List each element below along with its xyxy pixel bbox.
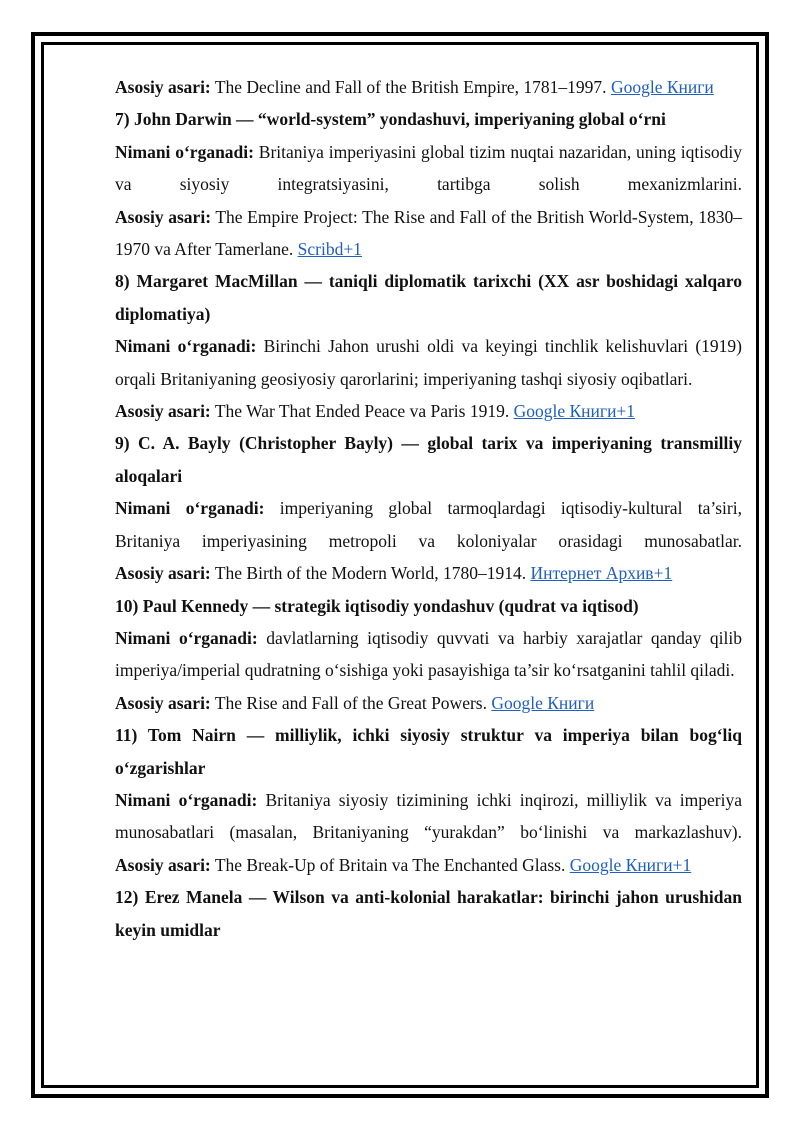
field-label: Nimani o‘rganadi: [115, 627, 258, 648]
field-text: Britaniya imperiyasini global tizim nuqtai nazaridan, uning iqtisodiy va siyosiy integratsiyasini, tartibga solish mexanizmlarini. [115, 141, 742, 195]
section-heading: 9) C. A. Bayly (Christopher Bayly) — global tarix va imperiyaning transmilliy aloqalari [115, 433, 742, 486]
paragraph [115, 395, 742, 427]
section-heading: 7) John Darwin — “world-system” yondashuvi, imperiyaning global o‘rni [115, 109, 666, 130]
document-body [115, 71, 742, 946]
paragraph [115, 687, 742, 719]
section-heading: 11) Tom Nairn — milliylik, ichki siyosiy struktur va imperiya bilan bog‘liq o‘zgarishlar [115, 725, 742, 778]
field-text: The War That Ended Peace va Paris 1919. [210, 401, 514, 422]
field-label: Nimani o‘rganadi: [115, 141, 254, 162]
section-heading: 8) Margaret MacMillan — taniqli diplomatik tarixchi (XX asr boshidagi xalqaro diplomatiya) [115, 271, 742, 324]
field-text: The Birth of the Modern World, 1780–1914. [210, 563, 531, 584]
field-text: The Empire Project: The Rise and Fall of the British World-System, 1830–1970 va After Tamerlane. [115, 206, 743, 260]
field-text: The Decline and Fall of the British Empire, 1781–1997. [210, 77, 611, 97]
paragraph [115, 330, 742, 395]
field-label: Asosiy asari: [115, 206, 212, 227]
field-label: Asosiy asari: [115, 77, 211, 97]
field-text: imperiyaning global tarmoqlardagi iqtisodiy-kultural ta’siri, Britaniya imperiyasining metropoli va koloniyalar orasidagi munosabatlar. [115, 498, 742, 551]
paragraph [115, 71, 742, 103]
source-link[interactable]: Google Книги+1 [513, 401, 636, 422]
field-text: The Rise and Fall of the Great Powers. [210, 692, 492, 713]
source-link[interactable]: Google Книги [491, 692, 595, 713]
paragraph [115, 849, 742, 881]
field-label: Nimani o‘rganadi: [115, 789, 258, 810]
section-heading: 10) Paul Kennedy — strategik iqtisodiy yondashuv (qudrat va iqtisod) [115, 595, 639, 616]
section-heading: 12) Erez Manela — Wilson va anti-kolonial harakatlar: birinchi jahon urushidan keyin umidlar [115, 887, 742, 940]
paragraph [115, 201, 742, 266]
paragraph [115, 136, 742, 201]
paragraph [115, 784, 742, 849]
field-text: Birinchi Jahon urushi oldi va keyingi tinchlik kelishuvlari (1919) orqali Britaniyaning geosiyosiy qarorlarini; imperiyaning tashqi siyosiy oqibatlari. [115, 336, 742, 389]
field-text: davlatlarning iqtisodiy quvvati va harbiy xarajatlar qanday qilib imperiya/imperial qudratning o‘sishiga yoki pasayishiga ta’sir ko‘rsatganini tahlil qiladi. [115, 627, 742, 681]
source-link[interactable]: Google Книги [610, 77, 714, 97]
field-label: Asosiy asari: [115, 563, 211, 584]
source-link[interactable]: Scribd+1 [297, 239, 362, 260]
field-text: Britaniya siyosiy tizimining ichki inqirozi, milliylik va imperiya munosabatlari (masalan, Britaniyaning “yurakdan” bo‘linishi va markazlashuv). [115, 789, 742, 843]
field-label: Nimani o‘rganadi: [115, 498, 265, 519]
field-label: Nimani o‘rganadi: [115, 336, 257, 357]
source-link[interactable]: Google Книги+1 [569, 854, 692, 875]
field-text: The Break-Up of Britain va The Enchanted Glass. [210, 854, 570, 875]
field-label: Asosiy asari: [115, 401, 211, 422]
paragraph [115, 622, 742, 687]
field-label: Asosiy asari: [115, 854, 211, 875]
paragraph [115, 557, 742, 589]
field-label: Asosiy asari: [115, 692, 211, 713]
paragraph [115, 492, 742, 557]
source-link[interactable]: Интернет Архив+1 [530, 563, 673, 584]
